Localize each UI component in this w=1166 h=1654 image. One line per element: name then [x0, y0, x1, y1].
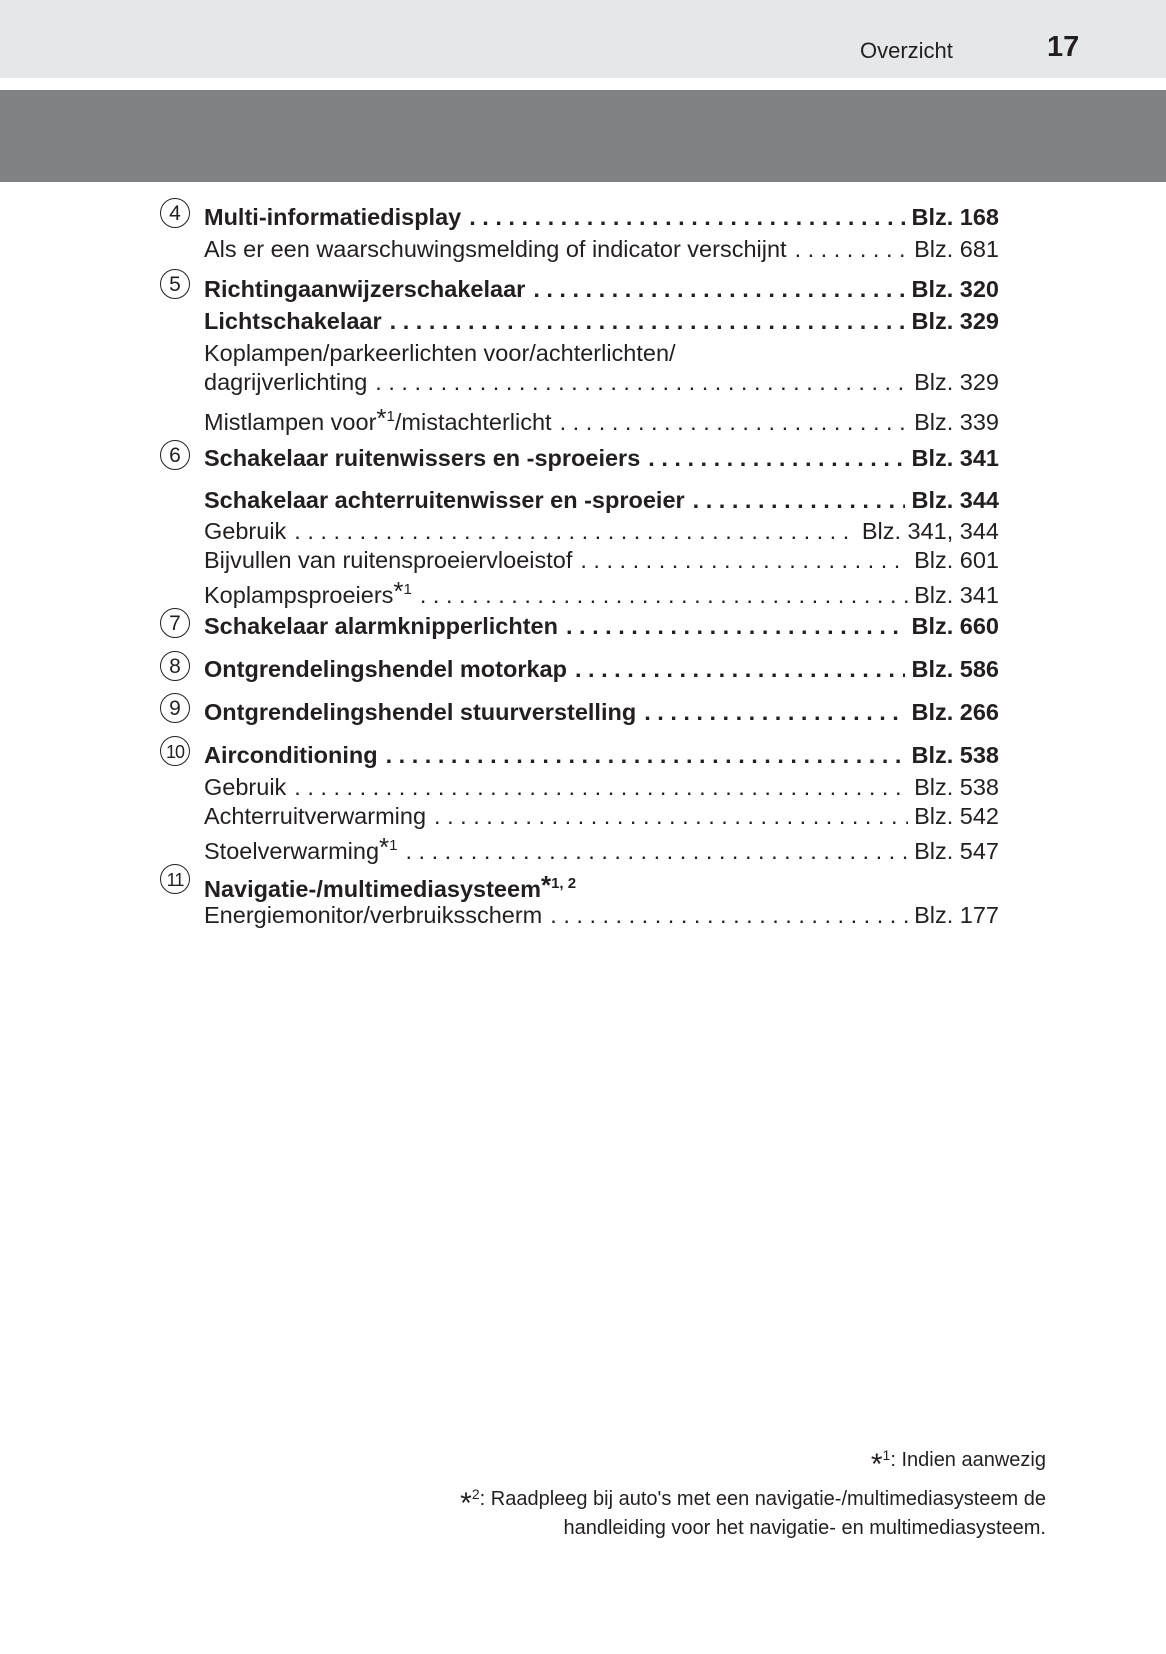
- toc-row: [204, 403, 999, 436]
- item-number-5: 5: [160, 269, 190, 299]
- header-divider: [0, 78, 1166, 90]
- toc-label: dagrijverlichting: [204, 369, 368, 395]
- toc-label: Stoelverwarming$^{*1}$: [204, 832, 398, 864]
- header-band: [0, 0, 1166, 78]
- toc-label: Gebruik: [204, 518, 287, 544]
- toc-page: Blz. 586: [911, 656, 999, 682]
- toc-page: Blz. 344: [911, 487, 999, 513]
- dot-leader: [420, 582, 908, 609]
- toc-row: [204, 774, 999, 801]
- item-number-8: 8: [160, 651, 190, 681]
- toc-row: [204, 369, 999, 396]
- dot-leader: [575, 656, 905, 683]
- toc-row: [204, 902, 999, 929]
- dot-leader: [550, 902, 908, 929]
- item-number-6: 6: [160, 440, 190, 470]
- dot-leader: [560, 409, 908, 436]
- toc-label-part: Mistlampen voor: [204, 409, 377, 435]
- toc-page: Blz. 177: [914, 902, 999, 928]
- item-number-11: 11: [160, 864, 190, 894]
- toc-label: Als er een waarschuwingsmelding of indicator verschijnt: [204, 236, 787, 262]
- dot-leader: [795, 236, 909, 263]
- toc-label: Richtingaanwijzerschakelaar: [204, 276, 526, 302]
- footnote-1: *$^1$: Indien aanwezig: [870, 1447, 1046, 1481]
- toc-row: [204, 613, 999, 640]
- toc-page: Blz. 329: [914, 369, 999, 395]
- toc-row: [204, 308, 999, 335]
- footnote-2-continued: handleiding voor het navigatie- en multimediasysteem.: [563, 1517, 1046, 1539]
- toc-row: [204, 276, 999, 303]
- toc-row: [204, 803, 999, 830]
- section-band: [0, 90, 1166, 182]
- toc-label: Ontgrendelingshendel motorkap: [204, 656, 567, 682]
- toc-page: Blz. 341, 344: [861, 518, 999, 544]
- toc-label: Schakelaar ruitenwissers en -sproeiers: [204, 445, 641, 471]
- toc-row: [204, 576, 999, 609]
- toc-page: Blz. 601: [914, 547, 999, 573]
- item-number-9: 9: [160, 693, 190, 723]
- dot-leader: [386, 742, 906, 769]
- toc-page: Blz. 320: [911, 276, 999, 302]
- section-title: Overzicht: [860, 38, 953, 63]
- footnote-ref: *1: [393, 576, 412, 606]
- toc-page: Blz. 266: [911, 699, 999, 725]
- dot-leader: [580, 547, 908, 574]
- toc-label-part: /mistachterlicht: [394, 409, 552, 435]
- toc-label: Koplampsproeiers$^{*1}$: [204, 576, 412, 608]
- toc-page: Blz. 538: [914, 774, 999, 800]
- toc-row: [204, 204, 999, 231]
- dot-leader: [390, 308, 906, 335]
- dot-leader: [533, 276, 905, 303]
- footnote-ref: *1, 2: [540, 870, 577, 900]
- toc-label: Koplampen/parkeerlichten voor/achterlichten/: [204, 340, 676, 366]
- dot-leader: [648, 445, 905, 472]
- toc-page: Blz. 168: [911, 204, 999, 230]
- footnote-2: *$^2$: Raadpleeg bij auto's met een navigatie-/multimediasysteem de: [460, 1486, 1046, 1520]
- toc-row: [204, 547, 999, 574]
- toc-row: [204, 699, 999, 726]
- toc-page: Blz. 660: [911, 613, 999, 639]
- dot-leader: [294, 774, 908, 801]
- toc-page: Blz. 341: [914, 582, 999, 608]
- toc-label: Airconditioning: [204, 742, 378, 768]
- toc-label: [204, 403, 552, 436]
- toc-label: Navigatie-/multimediasysteem$^{*1, 2}$: [204, 870, 577, 902]
- toc-row: [204, 445, 999, 472]
- toc-page: Blz. 542: [914, 803, 999, 829]
- toc-label: Multi-informatiedisplay: [204, 204, 462, 230]
- toc-label: Energiemonitor/verbruiksscherm: [204, 902, 543, 928]
- item-number-7: 7: [160, 608, 190, 638]
- toc-label: Gebruik: [204, 774, 287, 800]
- dot-leader: [693, 487, 906, 514]
- dot-leader: [405, 838, 908, 865]
- footnote-ref: *1: [379, 832, 398, 862]
- dot-leader: [434, 803, 908, 830]
- toc-row: [204, 518, 999, 545]
- toc-label: Achterruitverwarming: [204, 803, 427, 829]
- toc-row: [204, 656, 999, 683]
- toc-label: Lichtschakelaar: [204, 308, 382, 334]
- toc-page: Blz. 538: [911, 742, 999, 768]
- toc-label: Schakelaar achterruitenwisser en -sproeier: [204, 487, 685, 513]
- page-number: 17: [1047, 31, 1080, 63]
- item-number-10: 10: [160, 736, 190, 766]
- toc-page: Blz. 341: [911, 445, 999, 471]
- toc-label: Schakelaar alarmknipperlichten: [204, 613, 558, 639]
- item-number-4: 4: [160, 198, 190, 228]
- toc-label: Bijvullen van ruitensproeiervloeistof: [204, 547, 573, 573]
- toc-page: Blz. 547: [914, 838, 999, 864]
- toc-row: [204, 742, 999, 769]
- toc-page: Blz. 681: [914, 236, 999, 262]
- toc-page: Blz. 339: [914, 409, 999, 435]
- dot-leader: [644, 699, 905, 726]
- toc-label: Ontgrendelingshendel stuurverstelling: [204, 699, 637, 725]
- dot-leader: [375, 369, 908, 396]
- dot-leader: [294, 518, 856, 545]
- toc-row: [204, 832, 999, 865]
- toc-page: Blz. 329: [911, 308, 999, 334]
- dot-leader: [469, 204, 905, 231]
- footnote-ref: *1: [376, 403, 395, 433]
- toc-row: [204, 487, 999, 514]
- dot-leader: [566, 613, 906, 640]
- toc-row: [204, 236, 999, 263]
